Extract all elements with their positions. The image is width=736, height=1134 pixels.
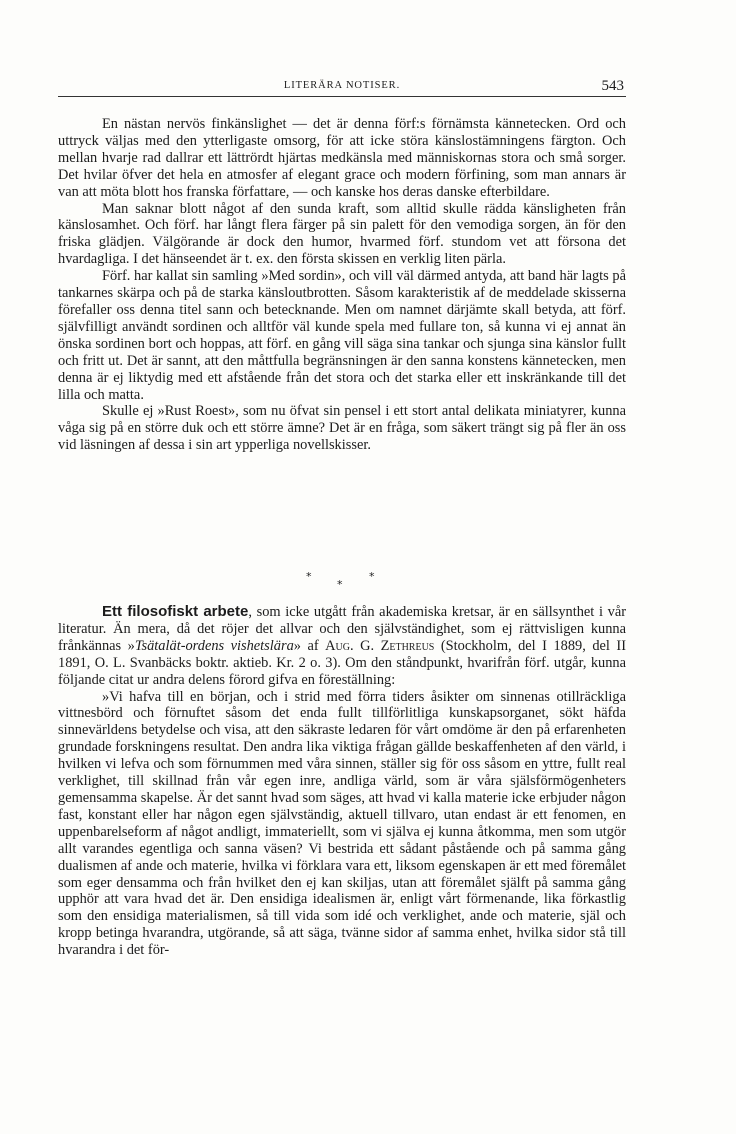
page-number: 543 — [601, 78, 624, 94]
paragraph-sunda-kraft: Man saknar blott något af den sunda kraft, som alltid skulle rädda känsligheten från känslosamhet. Och förf. har långt flera färger på sin palett för den vemodiga sorgen, än för den friska glädjen. Välgörande är dock den humor, hvarmed förf. stundom vet att försona det hvardagliga. I det hänseendet är t. ex. den första skissen en verklig liten pärla. — [58, 200, 626, 268]
paragraph-quotation: »Vi hafva till en början, och i strid med förra tiders åsikter om sinnenas otillräckliga vittnesbörd och förnuftet såsom det enda fullt tillförlitliga kunskapsorganet, sökt häfda sinnevärldens betydelse och visa, att den säkraste ledaren för vårt omdöme är den på erfarenheten grundade forskningens resultat. Den andra lika viktiga frågan gällde beskaffenheten af den värld, i hvilken vi lefva och som förnummen med våra sinnen, ställer sig för oss såsom en yttre, fullt real verklighet, till skillnad från vår egen inre, andliga värld, som är våra själsförmögenheters gemensamma skapelse. Är det sannt hvad som säges, att hvad vi kalla materie icke erbjuder någon fast, konstant eller har någon egen självständig, aktuell tillvaro, utan endast är ett fenomen, en uppenbarelseform af något andligt, immateriellt, som vi själva ej kunna åtkomma, men som utgör allt varandes egentliga och sanna väsen? Vi bestrida ett sådant påstående och på samma gång dualismen af ande och materie, hvilka vi förklara vara ett, liksom egenskapen är ett med föremålet som eger densamma och från hvilket den ej kan skiljas, utan att föremålet själft på samma gång upphör att vara hvad det är. Den ensidiga idealismen är, enligt vårt förmenande, lika förkastlig som den ensidiga materialismen, så till vida som idé och verklighet, ande och materie, själ och kropp betinga hvarandra, utgörande, så att säga, tvänne sidor af samma enhet, hvilka sidor stå till hvarandra i det för- — [58, 688, 626, 959]
paragraph-rust-roest: Skulle ej »Rust Roest», som nu öfvat sin pensel i ett stort antal delikata miniatyrer, kunna våga sig på en större duk och ett större ämne? Det är en fråga, som säkert trängt sig på fler än oss vid läsningen af dessa i sin art ypperliga novellskisser. — [58, 403, 626, 454]
paragraph-finkanslighet: En nästan nervös finkänslighet — det är denna förf:s förnämsta kännetecken. Ord och uttryck väljas med den ytterligaste omsorg, för att icke störa känslostämningens färgton. Och mellan hvarje rad dallrar ett lättrördt hjärtas medkänsla med människornas stora och små sorger. Det hvilar öfver det hela en atmosfer af elegant grace och modern förfining, som man annars är van att möta blott hos franska författare, — och kanske hos deras danske efterbildare. — [58, 116, 626, 200]
paragraph-filosofiskt-arbete — [58, 604, 626, 689]
divider-star-middle: * — [337, 578, 343, 591]
divider-star-right: * — [369, 570, 375, 583]
divider-star-left: * — [306, 570, 312, 583]
book-author: Aug. G. Zethreus — [325, 637, 435, 654]
review-filosofiskt-arbete — [58, 604, 626, 959]
paragraph-med-sordin: Förf. har kallat sin samling »Med sordin», och vill väl därmed antyda, att band här lagts på tankarnes skärpa och på de starka känsloutbrotten. Såsom karakteristik af de meddelade skisserna förefaller oss denna titel sann och betecknande. Men om namnet därjämte skall betyda, att förf. självfilligt användt sordinen och alltför väl kunde spela med fullare ton, så kunna vi ej annat än önska sordinen bort och hoppas, att förf. en gång vill säga sina tankar och sjunga sina känslor fullt och fritt ut. Det är sannt, att den måttfulla begränsningen är den sanna konstens kännetecken, men denna är ej liktydig med ett afstående från det stora och det starka eller ett inskränkande till det lilla och matta. — [58, 268, 626, 403]
page-header — [58, 72, 626, 97]
publication-details: (Stockholm, del I 1889, del II 1891, O. L. Svanbäcks boktr. aktieb. Kr. 2 o. 3). Om den ståndpunkt, hvarifrån förf. utgår, kunna följande citat ur andra delens förord gifva en föreställning: — [58, 637, 626, 688]
book-title: Tsätalät-ordens vishetslära — [134, 637, 294, 654]
lead-heading: Ett filosofiskt arbete — [102, 603, 249, 620]
review-continuation — [58, 116, 626, 454]
title-connector: » af — [293, 637, 326, 654]
intro-text: , som icke utgått från akademiska kretsar, är en sällsynthet i vår literatur. Än mera, då det röjer det allvar och den självständighet, som ej rättvisligen kunna frånkännas » — [58, 604, 626, 654]
section-divider — [58, 570, 626, 590]
running-title: LITERÄRA NOTISER. — [283, 80, 401, 91]
